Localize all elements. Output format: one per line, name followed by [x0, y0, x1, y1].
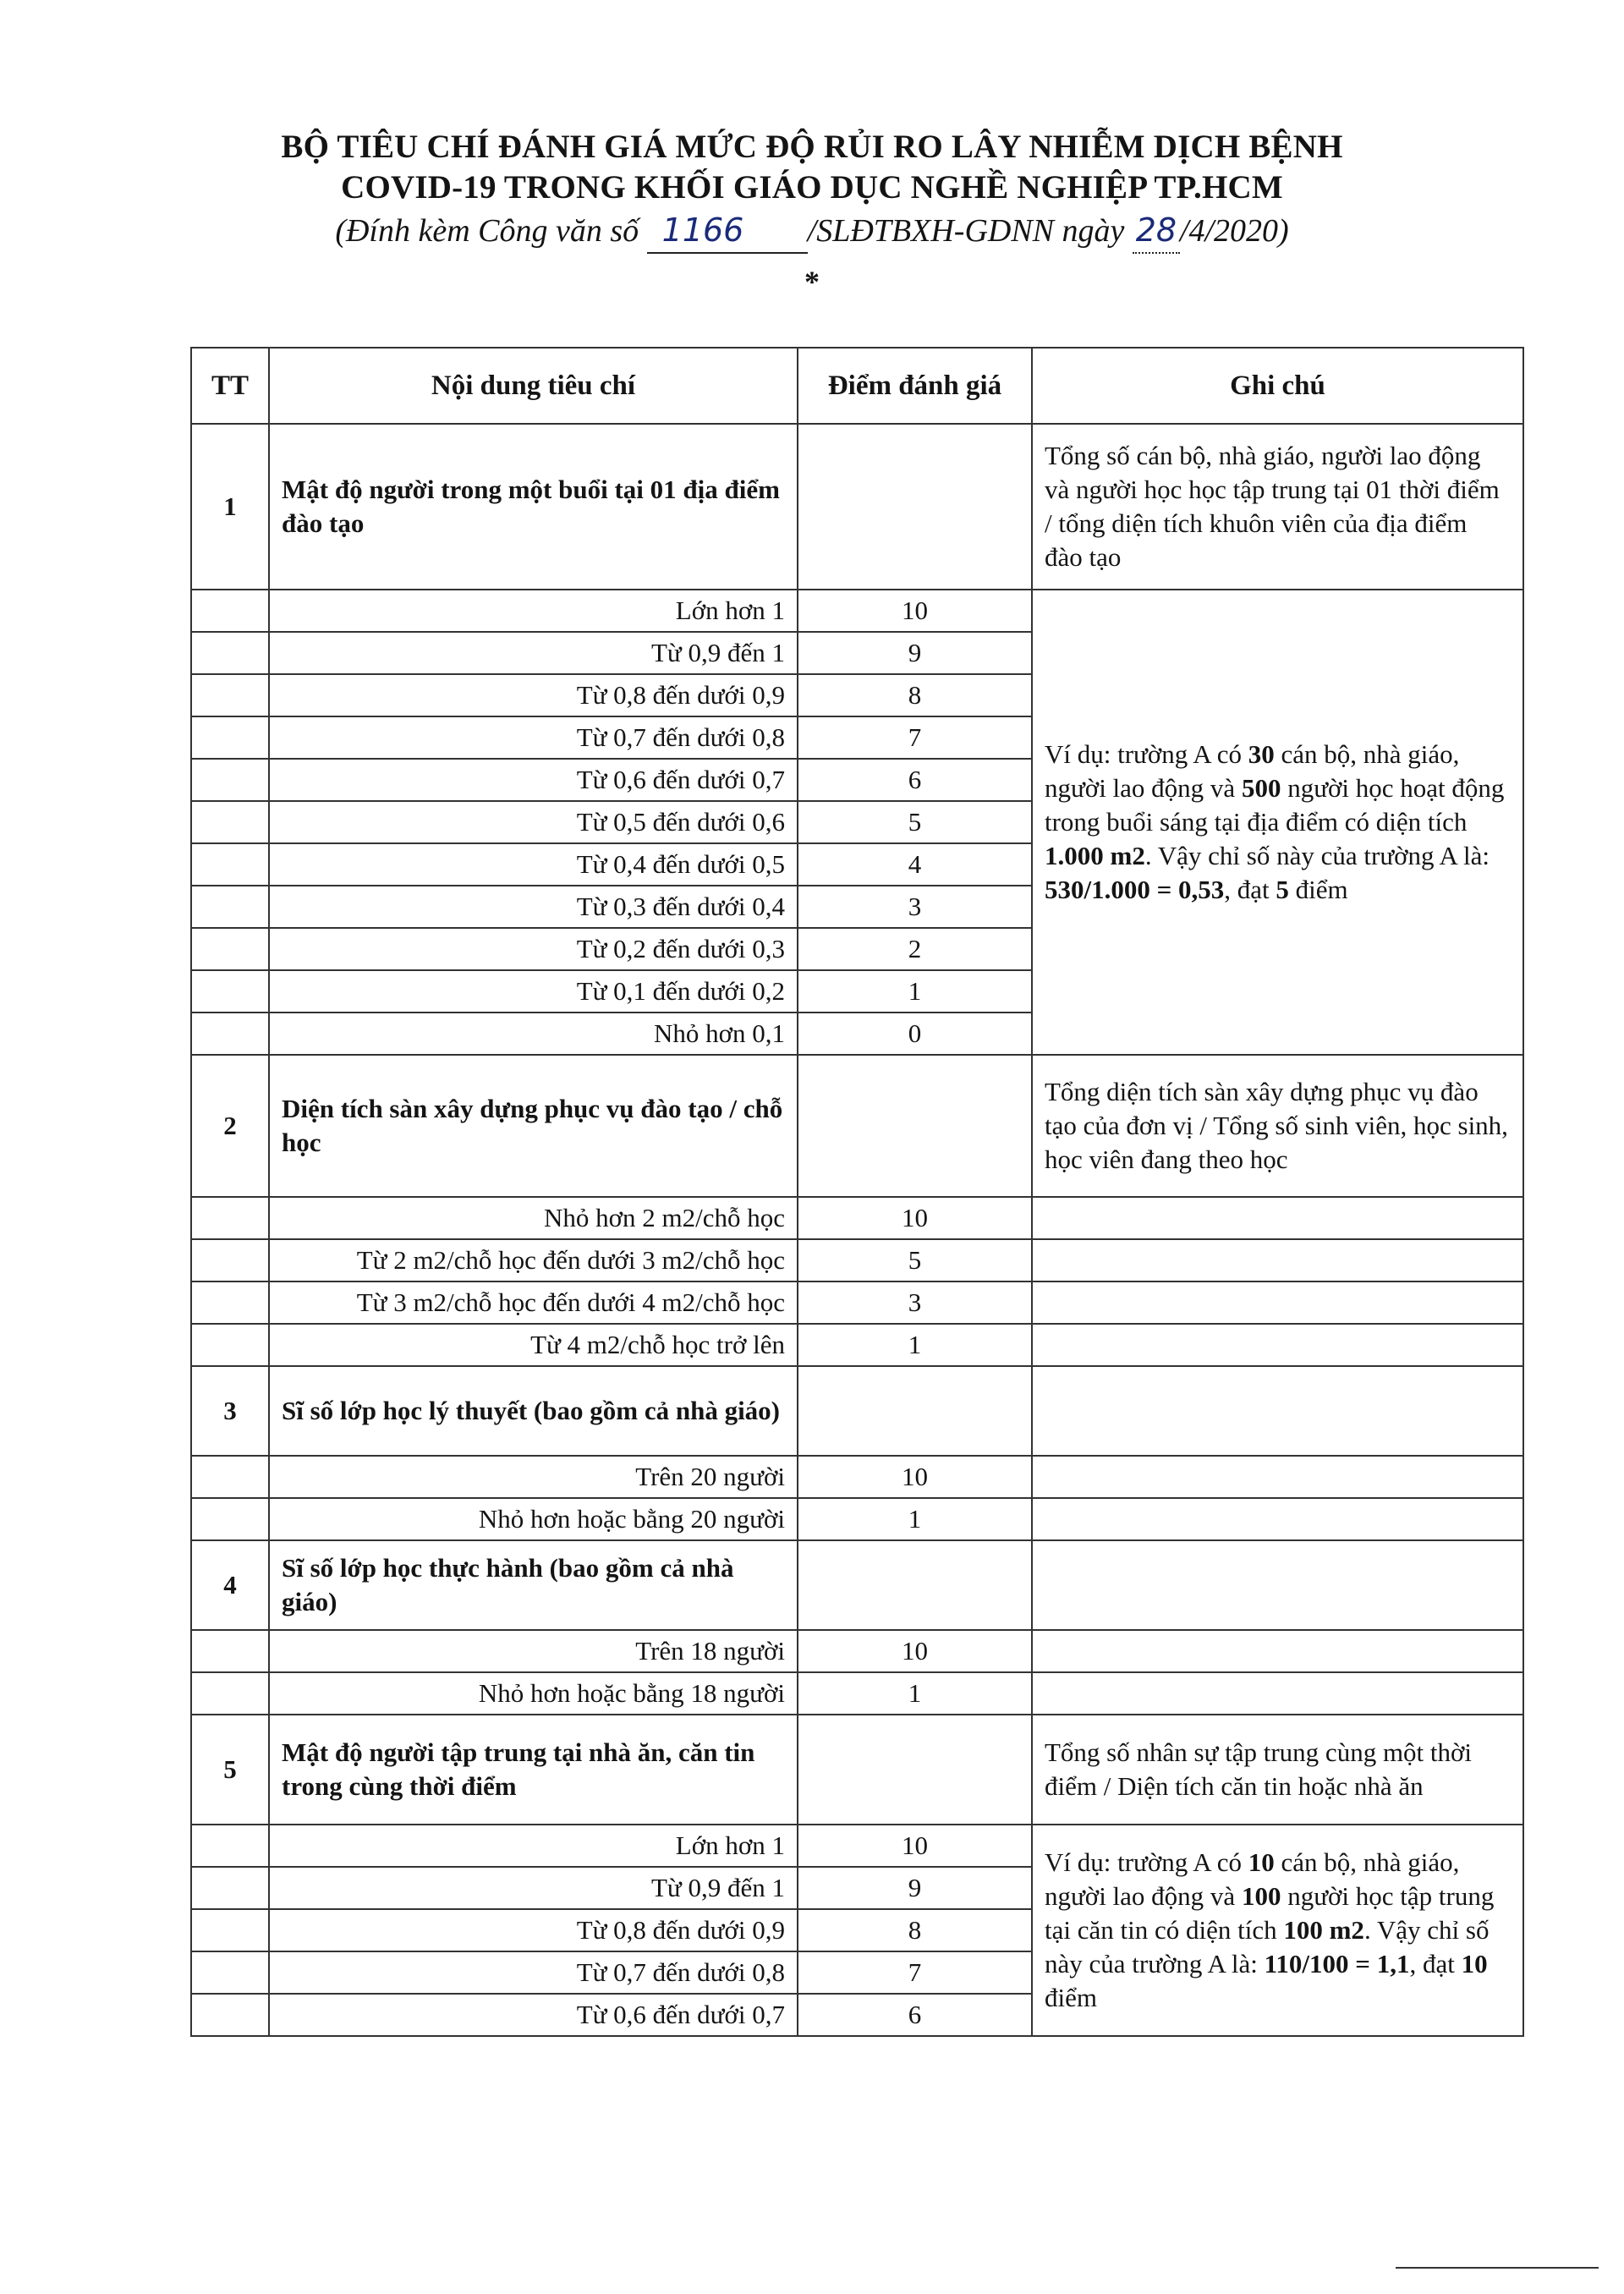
- level-note-empty: [1032, 1281, 1523, 1324]
- criterion-score-empty: [798, 1540, 1032, 1630]
- criterion-row: [191, 1055, 1523, 1197]
- level-label: Từ 0,9 đến 1: [269, 1867, 798, 1909]
- level-label: Trên 18 người: [269, 1630, 798, 1672]
- level-note-empty: [1032, 1672, 1523, 1715]
- level-label: Từ 0,9 đến 1: [269, 632, 798, 674]
- criterion-title-text: Sĩ số lớp học lý thuyết (bao gồm cả nhà giáo): [282, 1396, 780, 1425]
- level-note-empty: [1032, 1630, 1523, 1672]
- criterion-title-text: Mật độ người tập trung tại nhà ăn, căn tin trong cùng thời điểm: [282, 1737, 755, 1801]
- criterion-number: 5: [191, 1715, 269, 1825]
- criterion-title: [269, 1055, 798, 1197]
- criteria-table: [190, 347, 1524, 2037]
- level-tt-empty: [191, 590, 269, 632]
- level-label: Từ 0,3 đến dưới 0,4: [269, 886, 798, 928]
- level-row: [191, 590, 1523, 632]
- handwritten-doc-number: 1166: [647, 208, 808, 254]
- level-label: Từ 0,7 đến dưới 0,8: [269, 1951, 798, 1994]
- level-points: 10: [798, 1825, 1032, 1867]
- level-tt-empty: [191, 928, 269, 970]
- level-label: Từ 3 m2/chỗ học đến dưới 4 m2/chỗ học: [269, 1281, 798, 1324]
- level-tt-empty: [191, 716, 269, 759]
- level-points: 10: [798, 1630, 1032, 1672]
- criterion-number: 1: [191, 424, 269, 590]
- level-label: Từ 0,7 đến dưới 0,8: [269, 716, 798, 759]
- level-tt-empty: [191, 1498, 269, 1540]
- criterion-title-text: Diện tích sàn xây dựng phục vụ đào tạo / chỗ học: [282, 1094, 783, 1157]
- level-label: Từ 0,6 đến dưới 0,7: [269, 759, 798, 801]
- level-points: 4: [798, 843, 1032, 886]
- example-text: 30: [1248, 739, 1275, 769]
- example-text: cán bộ, nhà giáo, người lao động và: [1045, 739, 1460, 803]
- level-tt-empty: [191, 1456, 269, 1498]
- attachment-reference: [0, 208, 1624, 254]
- level-points: 1: [798, 1672, 1032, 1715]
- level-row: [191, 1456, 1523, 1498]
- example-text: , đạt: [1224, 875, 1276, 904]
- level-row: [191, 1324, 1523, 1366]
- level-tt-empty: [191, 1239, 269, 1281]
- title-line-2: COVID-19 TRONG KHỐI GIÁO DỤC NGHỀ NGHIỆP TP.HCM: [341, 169, 1283, 206]
- example-text: 110/100 = 1,1: [1264, 1949, 1410, 1978]
- level-points: 1: [798, 1498, 1032, 1540]
- footer-rule: [1396, 2267, 1599, 2269]
- level-label: Từ 0,1 đến dưới 0,2: [269, 970, 798, 1013]
- criterion-score-empty: [798, 424, 1032, 590]
- criterion-title: [269, 1715, 798, 1825]
- example-text: 10: [1248, 1847, 1275, 1877]
- level-tt-empty: [191, 1825, 269, 1867]
- level-points: 8: [798, 1909, 1032, 1951]
- level-label: Từ 0,8 đến dưới 0,9: [269, 1909, 798, 1951]
- level-label: Từ 4 m2/chỗ học trở lên: [269, 1324, 798, 1366]
- level-points: 10: [798, 1456, 1032, 1498]
- level-points: 3: [798, 1281, 1032, 1324]
- example-text: 1.000 m2: [1045, 841, 1145, 870]
- example-text: 10: [1461, 1949, 1488, 1978]
- example-text: 100 m2: [1283, 1915, 1364, 1945]
- level-tt-empty: [191, 1867, 269, 1909]
- level-points: 9: [798, 1867, 1032, 1909]
- level-points: 2: [798, 928, 1032, 970]
- level-tt-empty: [191, 1324, 269, 1366]
- example-text: 100: [1241, 1881, 1281, 1911]
- level-row: [191, 1672, 1523, 1715]
- criterion-title: [269, 424, 798, 590]
- example-text: . Vậy chỉ số này của trường A là:: [1045, 1915, 1490, 1978]
- level-points: 10: [798, 590, 1032, 632]
- level-tt-empty: [191, 1013, 269, 1055]
- level-row: [191, 1630, 1523, 1672]
- level-points: 6: [798, 759, 1032, 801]
- criterion-row: [191, 424, 1523, 590]
- example-text: điểm: [1288, 875, 1348, 904]
- level-label: Trên 20 người: [269, 1456, 798, 1498]
- level-points: 10: [798, 1197, 1032, 1239]
- level-points: 1: [798, 970, 1032, 1013]
- example-text: người học hoạt động trong buổi sáng tại địa điểm có diện tích: [1045, 773, 1505, 837]
- level-tt-empty: [191, 886, 269, 928]
- example-note: [1032, 590, 1523, 1055]
- example-text: , đạt: [1409, 1949, 1462, 1978]
- level-points: 5: [798, 1239, 1032, 1281]
- example-text: Ví dụ: trường A có: [1045, 1847, 1248, 1877]
- subtitle-middle: /SLĐTBXH-GDNN ngày: [807, 213, 1125, 249]
- header-content: Nội dung tiêu chí: [269, 348, 798, 424]
- criterion-note: Tổng diện tích sàn xây dựng phục vụ đào tạo của đơn vị / Tổng số sinh viên, học sinh, học viên đang theo học: [1032, 1055, 1523, 1197]
- level-points: 8: [798, 674, 1032, 716]
- example-text: điểm: [1045, 1983, 1097, 2012]
- criterion-title-text: Mật độ người trong một buổi tại 01 địa điểm đào tạo: [282, 475, 780, 538]
- level-label: Từ 2 m2/chỗ học đến dưới 3 m2/chỗ học: [269, 1239, 798, 1281]
- example-text: 530/1.000 = 0,53: [1045, 875, 1225, 904]
- level-note-empty: [1032, 1498, 1523, 1540]
- level-note-empty: [1032, 1239, 1523, 1281]
- level-label: Từ 0,4 đến dưới 0,5: [269, 843, 798, 886]
- criterion-score-empty: [798, 1366, 1032, 1456]
- level-label: Nhỏ hơn hoặc bằng 20 người: [269, 1498, 798, 1540]
- level-note-empty: [1032, 1456, 1523, 1498]
- header-note: Ghi chú: [1032, 348, 1523, 424]
- level-tt-empty: [191, 843, 269, 886]
- level-label: Lớn hơn 1: [269, 1825, 798, 1867]
- level-tt-empty: [191, 1197, 269, 1239]
- level-tt-empty: [191, 801, 269, 843]
- example-text: 500: [1241, 773, 1281, 803]
- level-points: 1: [798, 1324, 1032, 1366]
- example-text: 5: [1276, 875, 1289, 904]
- level-tt-empty: [191, 1909, 269, 1951]
- level-points: 3: [798, 886, 1032, 928]
- criterion-number: 3: [191, 1366, 269, 1456]
- separator-star: *: [804, 265, 820, 299]
- criterion-note: [1032, 1366, 1523, 1456]
- level-label: Từ 0,2 đến dưới 0,3: [269, 928, 798, 970]
- criterion-note: [1032, 1540, 1523, 1630]
- level-points: 6: [798, 1994, 1032, 2036]
- example-text: cán bộ, nhà giáo, người lao động và: [1045, 1847, 1460, 1911]
- level-tt-empty: [191, 970, 269, 1013]
- level-label: Nhỏ hơn 2 m2/chỗ học: [269, 1197, 798, 1239]
- criterion-score-empty: [798, 1055, 1032, 1197]
- subtitle-suffix: /4/2020): [1179, 213, 1289, 249]
- level-row: [191, 1197, 1523, 1239]
- level-points: 5: [798, 801, 1032, 843]
- level-points: 0: [798, 1013, 1032, 1055]
- criterion-row: [191, 1540, 1523, 1630]
- level-tt-empty: [191, 1672, 269, 1715]
- level-tt-empty: [191, 1951, 269, 1994]
- level-tt-empty: [191, 1281, 269, 1324]
- level-row: [191, 1239, 1523, 1281]
- level-tt-empty: [191, 1630, 269, 1672]
- criterion-number: 4: [191, 1540, 269, 1630]
- level-label: Từ 0,6 đến dưới 0,7: [269, 1994, 798, 2036]
- level-tt-empty: [191, 759, 269, 801]
- example-note: [1032, 1825, 1523, 2036]
- example-text: . Vậy chỉ số này của trường A là:: [1144, 841, 1490, 870]
- criterion-title: [269, 1366, 798, 1456]
- level-tt-empty: [191, 632, 269, 674]
- example-text: người học tập trung tại căn tin có diện tích: [1045, 1881, 1495, 1945]
- level-label: Nhỏ hơn hoặc bằng 18 người: [269, 1672, 798, 1715]
- subtitle-prefix: (Đính kèm Công văn số: [335, 213, 639, 249]
- criterion-title: [269, 1540, 798, 1630]
- document-header: [0, 127, 1624, 254]
- criterion-note: Tổng số cán bộ, nhà giáo, người lao động và người học học tập trung tại 01 thời điểm / tổng diện tích khuôn viên của địa điểm đào tạo: [1032, 424, 1523, 590]
- example-text: Ví dụ: trường A có: [1045, 739, 1248, 769]
- level-label: Lớn hơn 1: [269, 590, 798, 632]
- level-row: [191, 1281, 1523, 1324]
- level-points: 7: [798, 716, 1032, 759]
- level-row: [191, 1825, 1523, 1867]
- level-tt-empty: [191, 674, 269, 716]
- criterion-note: Tổng số nhân sự tập trung cùng một thời điểm / Diện tích căn tin hoặc nhà ăn: [1032, 1715, 1523, 1825]
- criterion-number: 2: [191, 1055, 269, 1197]
- criterion-row: [191, 1366, 1523, 1456]
- level-points: 9: [798, 632, 1032, 674]
- level-label: Nhỏ hơn 0,1: [269, 1013, 798, 1055]
- level-points: 7: [798, 1951, 1032, 1994]
- title-line-1: BỘ TIÊU CHÍ ĐÁNH GIÁ MỨC ĐỘ RỦI RO LÂY NHIỄM DỊCH BỆNH: [281, 129, 1343, 165]
- table-header-row: [191, 348, 1523, 424]
- level-row: [191, 1498, 1523, 1540]
- criterion-row: [191, 1715, 1523, 1825]
- header-tt: TT: [191, 348, 269, 424]
- criterion-title-text: Sĩ số lớp học thực hành (bao gồm cả nhà giáo): [282, 1553, 734, 1616]
- level-label: Từ 0,5 đến dưới 0,6: [269, 801, 798, 843]
- handwritten-day: 28: [1133, 208, 1180, 254]
- level-tt-empty: [191, 1994, 269, 2036]
- level-label: Từ 0,8 đến dưới 0,9: [269, 674, 798, 716]
- criterion-score-empty: [798, 1715, 1032, 1825]
- header-score: Điểm đánh giá: [798, 348, 1032, 424]
- level-note-empty: [1032, 1324, 1523, 1366]
- level-note-empty: [1032, 1197, 1523, 1239]
